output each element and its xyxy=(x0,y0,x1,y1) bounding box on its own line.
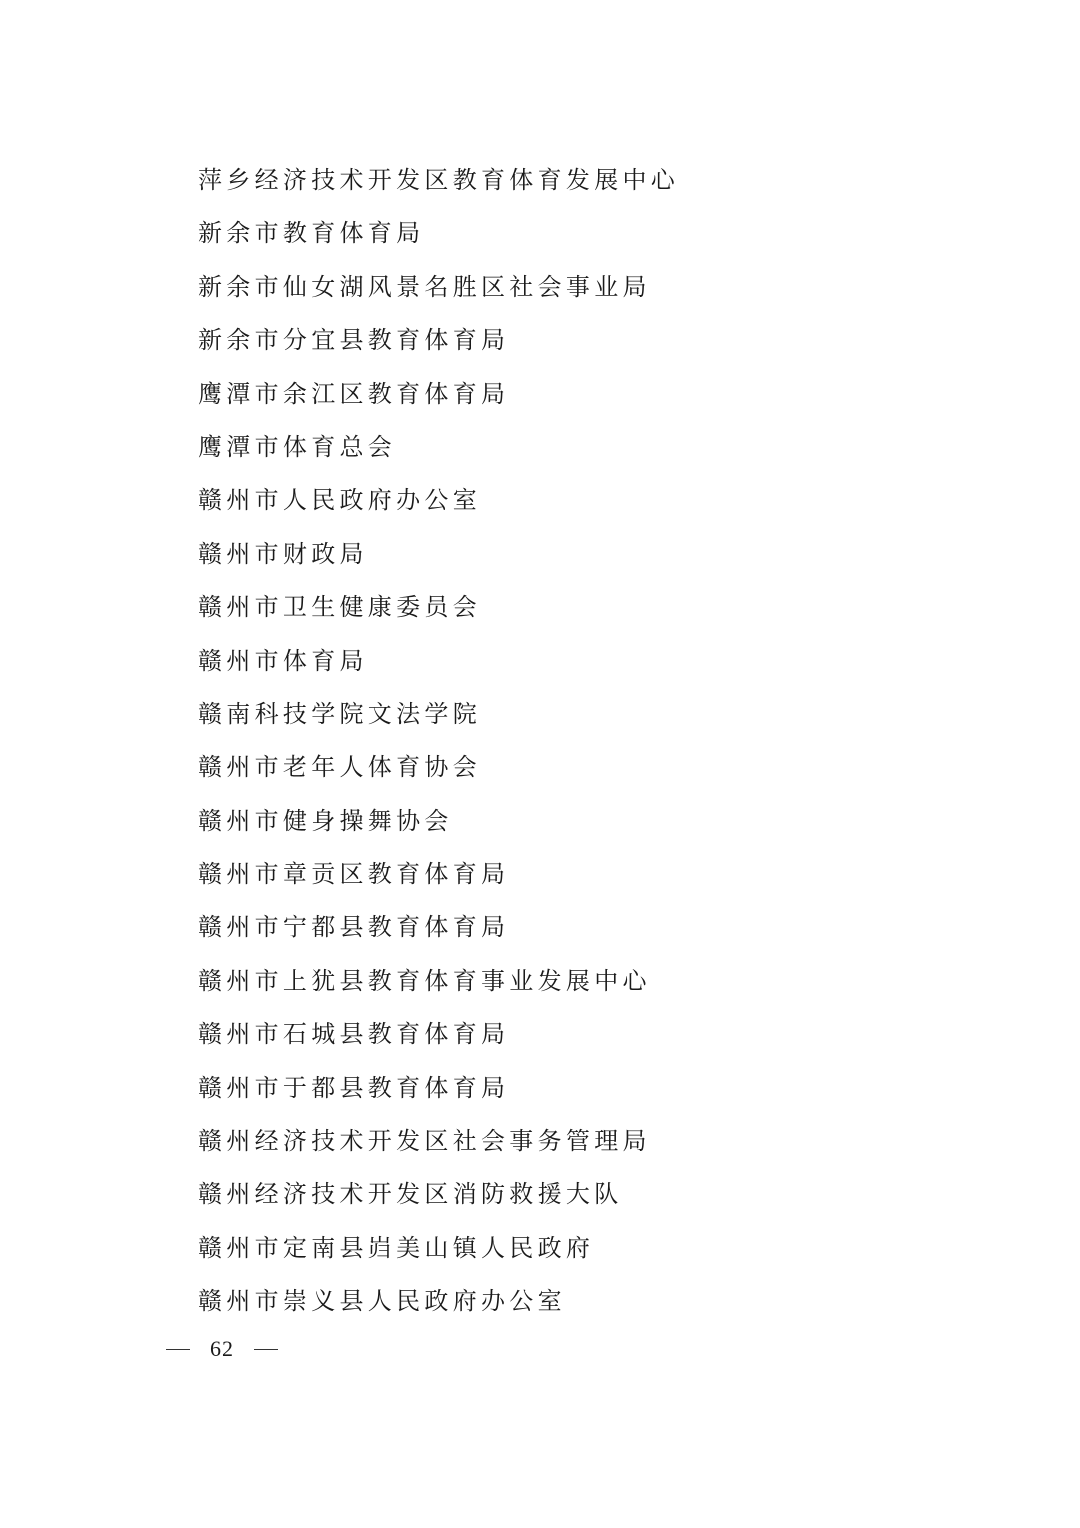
organization-item: 赣南科技学院文法学院 xyxy=(198,699,481,728)
organization-item: 赣州市体育局 xyxy=(198,646,368,675)
organization-item: 新余市仙女湖风景名胜区社会事业局 xyxy=(198,272,651,301)
organization-item: 赣州市章贡区教育体育局 xyxy=(198,860,510,889)
organization-item: 萍乡经济技术开发区教育体育发展中心 xyxy=(198,166,680,194)
organization-item: 鹰潭市体育总会 xyxy=(198,432,397,461)
organization-item: 赣州市宁都县教育体育局 xyxy=(198,913,510,942)
organization-item: 赣州市老年人体育协会 xyxy=(198,753,481,782)
footer-dash-right xyxy=(254,1349,278,1350)
organization-list xyxy=(198,157,679,1332)
footer-dash-left xyxy=(166,1349,190,1350)
page-footer xyxy=(166,1334,278,1364)
organization-item: 赣州市人民政府办公室 xyxy=(198,486,481,515)
organization-item: 赣州市卫生健康委员会 xyxy=(198,593,481,622)
organization-item: 赣州市于都县教育体育局 xyxy=(198,1073,510,1102)
organization-item: 赣州市财政局 xyxy=(198,539,368,568)
organization-item: 新余市分宜县教育体育局 xyxy=(198,326,510,355)
organization-item: 赣州经济技术开发区消防救援大队 xyxy=(198,1180,623,1209)
organization-item: 新余市教育体育局 xyxy=(198,219,425,248)
organization-item: 赣州市定南县岿美山镇人民政府 xyxy=(198,1233,595,1262)
page-number: 62 xyxy=(210,1336,234,1361)
organization-item: 赣州市崇义县人民政府办公室 xyxy=(198,1287,566,1316)
organization-item: 赣州市石城县教育体育局 xyxy=(198,1020,510,1049)
organization-item: 鹰潭市余江区教育体育局 xyxy=(198,379,510,408)
organization-item: 赣州市上犹县教育体育事业发展中心 xyxy=(198,966,651,995)
organization-item: 赣州经济技术开发区社会事务管理局 xyxy=(198,1127,651,1156)
organization-item: 赣州市健身操舞协会 xyxy=(198,806,453,835)
